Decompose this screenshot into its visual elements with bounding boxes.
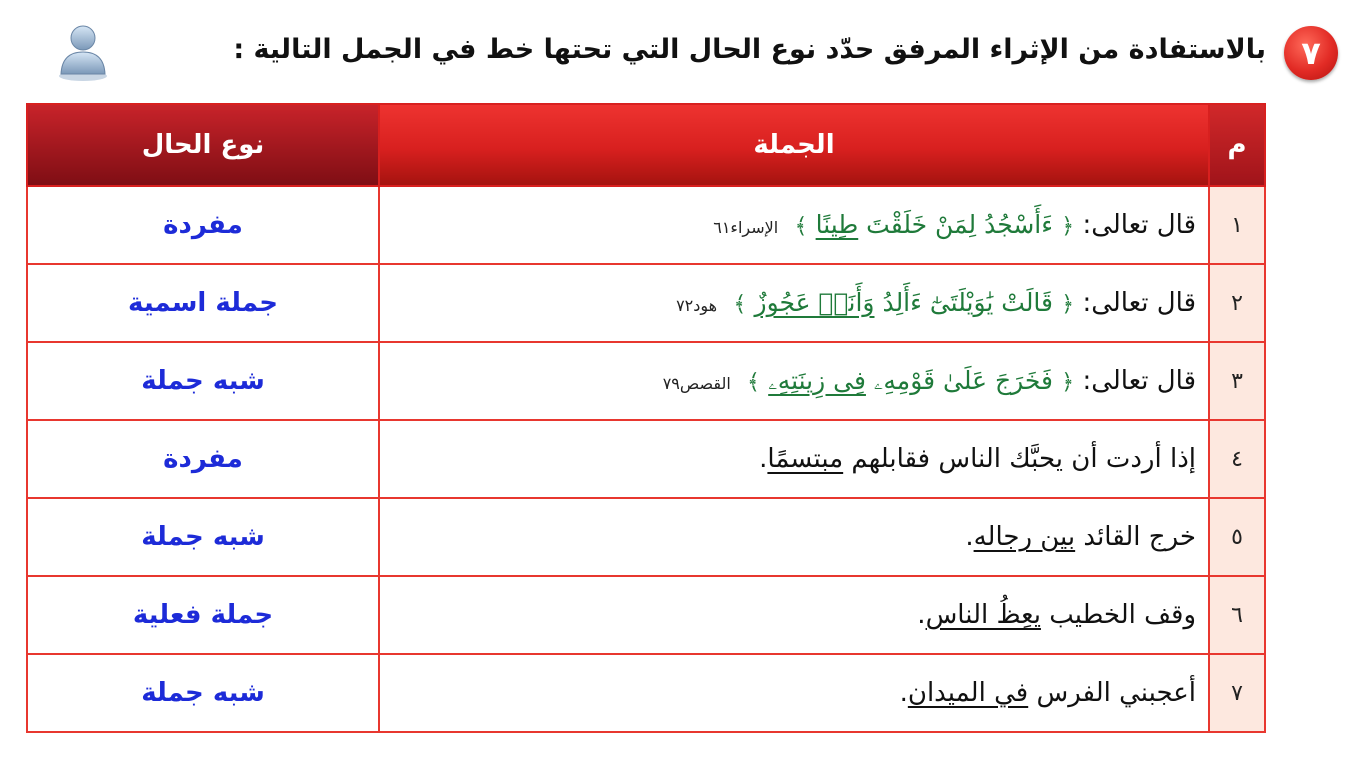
verse-reference: القصص٧٩ [662,374,731,393]
hal-type: شبه جملة [27,342,379,420]
verse-reference: هود٧٢ [676,296,718,315]
verse-underlined: طِينًا [815,210,859,239]
sentence-underlined: يعِظُ الناس [925,600,1041,630]
verse-text: قَالَتْ يَٰوَيْلَتَىٰٓ ءَأَلِدُ [874,288,1054,317]
hal-type: مفردة [27,186,379,264]
sentence-text: إذا أردت أن يحبَّك الناس فقابلهم [843,444,1196,474]
verse-close-bracket: ﴾ [747,370,760,395]
hal-type: جملة فعلية [27,576,379,654]
table-row [27,498,1265,576]
verse-text: فَخَرَجَ عَلَىٰ قَوْمِهِۦ [865,366,1054,395]
verse-text: ءَأَسْجُدُ لِمَنْ خَلَقْتَ [858,210,1054,239]
sentence-text: خرج القائد [1075,522,1196,552]
sentence-end: . [899,678,908,708]
question-number-badge: ٧ [1284,26,1338,80]
sentence-text: وقف الخطيب [1040,600,1196,630]
sentence-cell [379,186,1209,264]
verse-open-bracket: ﴿ [1061,214,1075,239]
hal-type: مفردة [27,420,379,498]
table-row [27,186,1265,264]
sentence-text: أعجبني الفرس [1028,678,1196,708]
hal-type: جملة اسمية [27,264,379,342]
verse-prefix: قال تعالى: [1082,210,1196,240]
hal-type: شبه جملة [27,498,379,576]
verse-prefix: قال تعالى: [1082,288,1196,318]
row-number: ٣ [1209,342,1265,420]
verse-open-bracket: ﴿ [1061,370,1075,395]
sentence-cell [379,498,1209,576]
table-header-row [27,104,1265,186]
sentence-cell [379,576,1209,654]
sentence-end: . [759,444,768,474]
sentence-end: . [965,522,974,552]
table-row [27,576,1265,654]
exercise-table [26,103,1266,733]
header-sentence: الجملة [379,104,1209,186]
question-text: بالاستفادة من الإثراء المرفق حدّد نوع الحال التي تحتها خط في الجمل التالية : [233,34,1266,65]
sentence-cell [379,264,1209,342]
question-header [40,20,1350,90]
sentence-underlined: في الميدان [907,678,1029,708]
row-number: ١ [1209,186,1265,264]
row-number: ٦ [1209,576,1265,654]
verse-close-bracket: ﴾ [794,214,808,239]
sentence-cell [379,420,1209,498]
row-number: ٥ [1209,498,1265,576]
sentence-cell [379,654,1209,732]
header-num: م [1209,104,1265,186]
verse-underlined: فِى زِينَتِهِۦ [768,366,866,395]
hal-type: شبه جملة [27,654,379,732]
row-number: ٧ [1209,654,1265,732]
verse-prefix: قال تعالى: [1082,366,1196,396]
table-row [27,264,1265,342]
verse-open-bracket: ﴿ [1061,292,1075,317]
row-number: ٢ [1209,264,1265,342]
sentence-underlined: بين رجاله [973,522,1076,552]
table-row [27,654,1265,732]
verse-underlined: وَأَنَا۠ عَجُوزٌ [754,288,875,317]
sentence-end: . [917,600,926,630]
person-icon [56,22,110,82]
verse-close-bracket: ﴾ [733,292,747,317]
header-type: نوع الحال [27,104,379,186]
sentence-cell [379,342,1209,420]
table-row [27,420,1265,498]
verse-reference: الإسراء٦١ [713,218,779,237]
sentence-underlined: مبتسمًا [767,444,844,474]
row-number: ٤ [1209,420,1265,498]
table-row [27,342,1265,420]
